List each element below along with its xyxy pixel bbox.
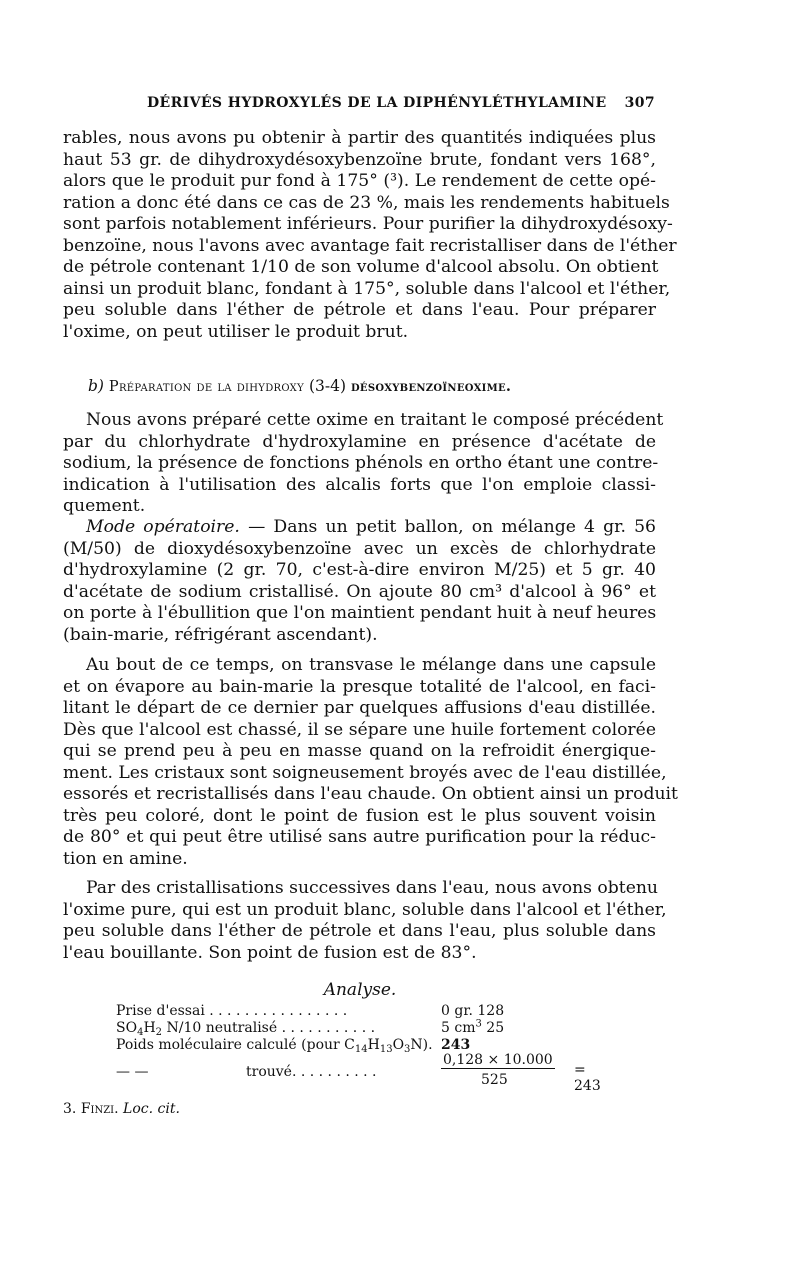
text-line: peu soluble dans l'éther de pétrole et dans l'eau, plus soluble dans (63, 921, 656, 941)
text-line: (M/50) de dioxydésoxybenzoïne avec un excès de chlorhydrate (63, 538, 656, 559)
fraction (441, 1052, 601, 1094)
fraction-result: = 243 (574, 1062, 601, 1094)
header-title: DÉRIVÉS HYDROXYLÉS DE LA DIPHÉNYLÉTHYLAMINE (147, 95, 607, 111)
formula-part: H (367, 1037, 380, 1053)
text-line: on porte à l'ébullition que l'on maintient pendant huit à neuf heures (63, 603, 657, 623)
analyse-row-value (441, 1020, 504, 1036)
paragraph-4 (63, 655, 678, 870)
text-line: essorés et recristallisés dans l'eau chaude. On obtient ainsi un produit (63, 784, 678, 804)
formula-subscript: 3 (404, 1044, 411, 1055)
paragraph-5 (63, 878, 667, 964)
analyse-row-value: 243 (441, 1037, 471, 1053)
page-number: 307 (624, 95, 655, 111)
formula-subscript: 4 (137, 1027, 144, 1038)
text-line: rables, nous avons pu obtenir à partir des quantités indiquées plus (63, 128, 656, 148)
text-line: qui se prend peu à peu en masse quand on la refroidit énergique- (63, 741, 656, 761)
analyse-row-value: 0 gr. 128 (441, 1003, 505, 1019)
text-line: haut 53 gr. de dihydroxydésoxybenzoïne brute, fondant vers 168°, (63, 149, 656, 170)
subheading-part1: Préparation de la dihydroxy (108, 379, 304, 395)
text-line: et on évapore au bain-marie la presque totalité de l'alcool, en faci- (63, 676, 656, 697)
subheading-part2: (3-4) (308, 377, 346, 395)
fraction-numerator: 0,128 × 10.000 (443, 1052, 553, 1068)
text-line: Par des cristallisations successives dans l'eau, nous avons obtenu (86, 878, 659, 898)
text-line: quement. (63, 496, 146, 516)
formula-part: H (143, 1020, 156, 1036)
text-line: très peu coloré, dont le point de fusion est le plus souvent voisin (63, 805, 656, 826)
formula-part: SO (116, 1020, 138, 1036)
text-line: d'acétate de sodium cristallisé. On ajoute 80 cm³ d'alcool à 96° et (63, 581, 656, 602)
paragraph-3 (63, 517, 656, 646)
paragraph-1 (63, 128, 677, 343)
text-line: Au bout de ce temps, on transvase le mélange dans une capsule (86, 655, 656, 675)
text-line: ment. Les cristaux sont soigneusement broyés avec de l'eau distillée, (63, 762, 667, 783)
analyse-row-label: trouvé. . . . . . . . . . (246, 1064, 377, 1080)
text-line (63, 517, 656, 539)
value-part: 25 (481, 1020, 505, 1036)
text-line: tion en amine. (63, 848, 188, 869)
text-line: Dès que l'alcool est chassé, il se sépare une huile fortement colorée (63, 719, 656, 740)
text-line: (bain-marie, réfrigérant ascendant). (63, 624, 378, 645)
analyse-row-label (116, 1020, 441, 1036)
formula-part: N). (410, 1037, 433, 1053)
formula-subscript: 13 (379, 1044, 393, 1055)
formula-subscript: 14 (354, 1044, 368, 1055)
text-line: par du chlorhydrate d'hydroxylamine en présence d'acétate de (63, 431, 656, 452)
section-subheading (88, 377, 511, 395)
footnote-number: 3. (63, 1101, 77, 1117)
formula-subscript: 2 (155, 1027, 163, 1038)
text-line: indication à l'utilisation des alcalis forts que l'on emploie classi- (63, 474, 656, 495)
analyse-row (116, 1037, 470, 1053)
analyse-row-label: Prise d'essai . . . . . . . . . . . . . . . . (116, 1003, 348, 1019)
ditto-dashes: — — (116, 1064, 149, 1080)
paragraph-2 (63, 410, 664, 518)
text-line: ainsi un produit blanc, fondant à 175°, soluble dans l'alcool et l'éther, (63, 278, 671, 299)
analyse-row (116, 1020, 504, 1036)
text-line: d'hydroxylamine (2 gr. 70, c'est-à-dire environ M/25) et 5 gr. 40 (63, 560, 656, 580)
analyse-row (116, 1064, 377, 1080)
footnote (63, 1101, 180, 1117)
formula-part: O (392, 1037, 405, 1053)
value-superscript: 3 (475, 1018, 482, 1030)
text-line: sodium, la présence de fonctions phénols en ortho étant une contre- (63, 453, 659, 473)
text-line: benzoïne, nous l'avons avec avantage fait recristalliser dans de l'éther (63, 235, 677, 256)
text-line: alors que le produit pur fond à 175° (³). Le rendement de cette opé- (63, 171, 656, 191)
footnote-reference: Loc. cit. (123, 1101, 180, 1117)
formula-part: N/10 neutralisé . . . . . . . . . . . (162, 1020, 376, 1036)
text-line: sont parfois notablement inférieurs. Pour purifier la dihydroxydésoxy- (63, 214, 673, 234)
fraction-denominator: 525 (481, 1072, 508, 1088)
text-line: l'eau bouillante. Son point de fusion est de 83°. (63, 942, 477, 963)
text-line: litant le départ de ce dernier par quelques affusions d'eau distillée. (63, 698, 656, 718)
footnote-author: Finzi. (80, 1101, 119, 1117)
analyse-row (116, 1003, 504, 1019)
text-fragment: — Dans un petit ballon, on mélange 4 gr. 56 (239, 517, 656, 537)
analyse-title: Analyse. (323, 980, 397, 1000)
analyse-row-label (116, 1037, 441, 1053)
formula-part: Poids moléculaire calculé (pour C (116, 1037, 355, 1053)
text-line: l'oxime pure, qui est un produit blanc, soluble dans l'alcool et l'éther, (63, 899, 667, 920)
subheading-letter: b) (88, 377, 104, 395)
text-line: de pétrole contenant 1/10 de son volume d'alcool absolu. On obtient (63, 257, 659, 277)
text-line: ration a donc été dans ce cas de 23 %, mais les rendements habituels (63, 192, 670, 213)
text-line: l'oxime, on peut utiliser le produit brut. (63, 321, 409, 342)
text-line: de 80° et qui peut être utilisé sans autre purification pour la réduc- (63, 827, 656, 847)
mode-operatoire-label: Mode opératoire. (86, 517, 240, 537)
value-part: 5 cm (441, 1020, 476, 1036)
running-header (147, 95, 655, 119)
subheading-part3: désoxybenzoïneoxime. (350, 378, 512, 395)
text-line: peu soluble dans l'éther de pétrole et dans l'eau. Pour préparer (63, 300, 656, 320)
text-line: Nous avons préparé cette oxime en traitant le composé précédent (86, 410, 664, 430)
